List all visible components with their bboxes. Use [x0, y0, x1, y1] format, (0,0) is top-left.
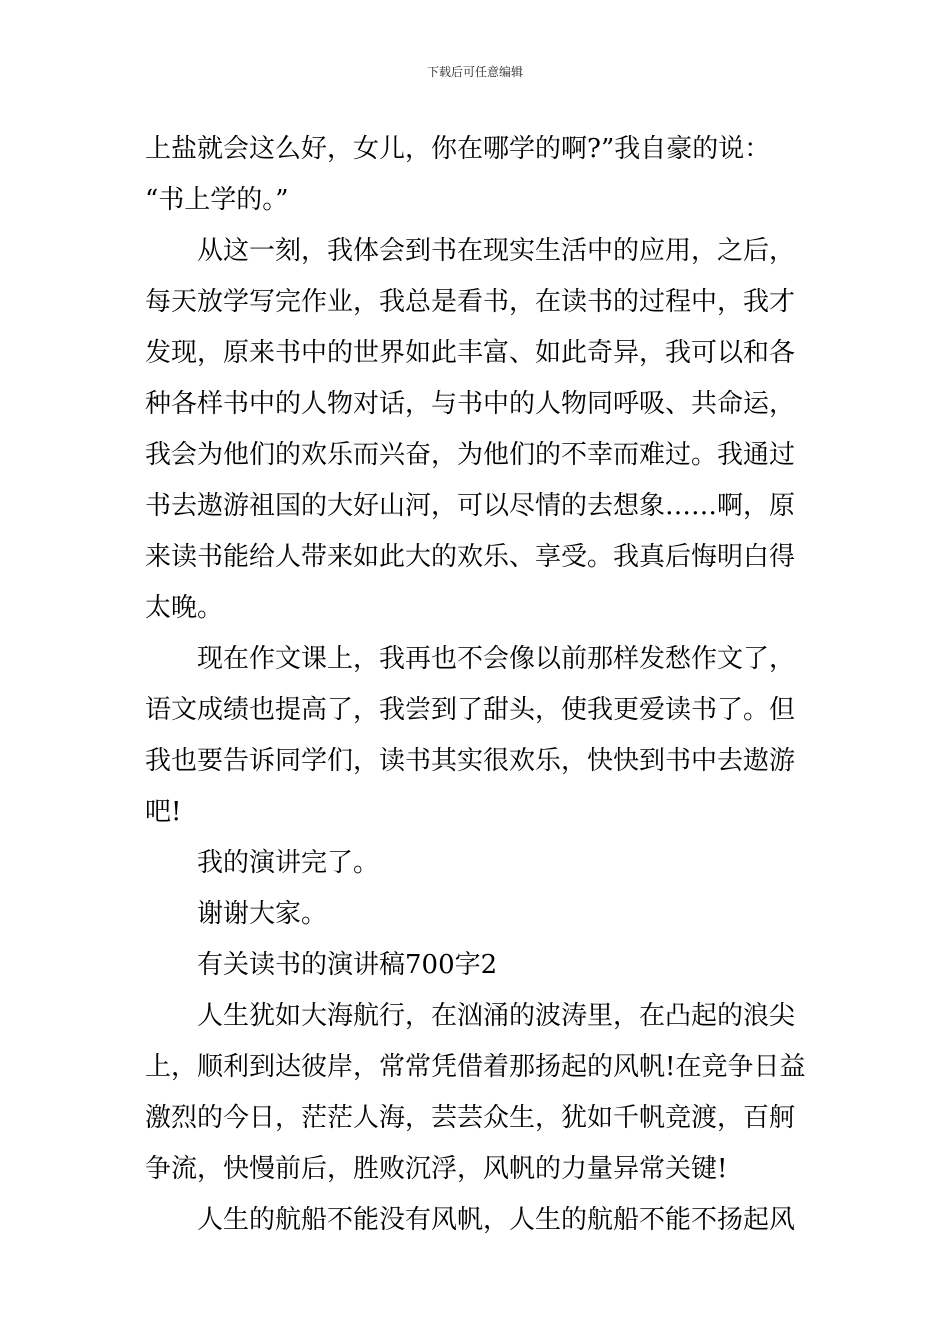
text-line: 谢谢大家。: [197, 899, 328, 929]
text-line: 争流，快慢前后，胜败沉浮，风帆的力量异常关键!: [145, 1154, 728, 1184]
text-line: 每天放学写完作业，我总是看书，在读书的过程中，我才: [145, 287, 796, 317]
page-header: 下载后可任意编辑: [426, 65, 523, 79]
text-line: 人生的航船不能没有风帆，人生的航船不能不扬起风: [197, 1205, 796, 1235]
text-line: 我的演讲完了。: [197, 848, 380, 878]
text-line: 发现，原来书中的世界如此丰富、如此奇异，我可以和各: [145, 338, 796, 368]
section-title: 有关读书的演讲稿700字2: [197, 950, 498, 980]
text-line: 种各样书中的人物对话，与书中的人物同呼吸、共命运，: [145, 389, 796, 419]
text-line: 吧!: [145, 797, 182, 827]
text-line: 上，顺利到达彼岸，常常凭借着那扬起的风帆!在竞争日益: [145, 1052, 806, 1082]
text-line: “书上学的。”: [145, 185, 289, 215]
text-line: 从这一刻，我体会到书在现实生活中的应用，之后，: [197, 236, 796, 266]
text-line: 我会为他们的欢乐而兴奋，为他们的不幸而难过。我通过: [145, 440, 796, 470]
text-line: 激烈的今日，茫茫人海，芸芸众生，犹如千帆竞渡，百舸: [145, 1103, 796, 1133]
text-line: 人生犹如大海航行，在汹涌的波涛里，在凸起的浪尖: [197, 1001, 796, 1031]
text-line: 书去遨游祖国的大好山河，可以尽情的去想象……啊，原: [145, 491, 796, 521]
text-line: 太晚。: [145, 593, 224, 623]
document-body: [145, 124, 810, 1246]
text-line: 上盐就会这么好，女儿，你在哪学的啊?”我自豪的说：: [145, 134, 771, 164]
text-line: 语文成绩也提高了，我尝到了甜头，使我更爱读书了。但: [145, 695, 796, 725]
text-line: 现在作文课上，我再也不会像以前那样发愁作文了，: [197, 644, 796, 674]
text-line: 我也要告诉同学们，读书其实很欢乐，快快到书中去遨游: [145, 746, 796, 776]
text-line: 来读书能给人带来如此大的欢乐、享受。我真后悔明白得: [145, 542, 796, 572]
